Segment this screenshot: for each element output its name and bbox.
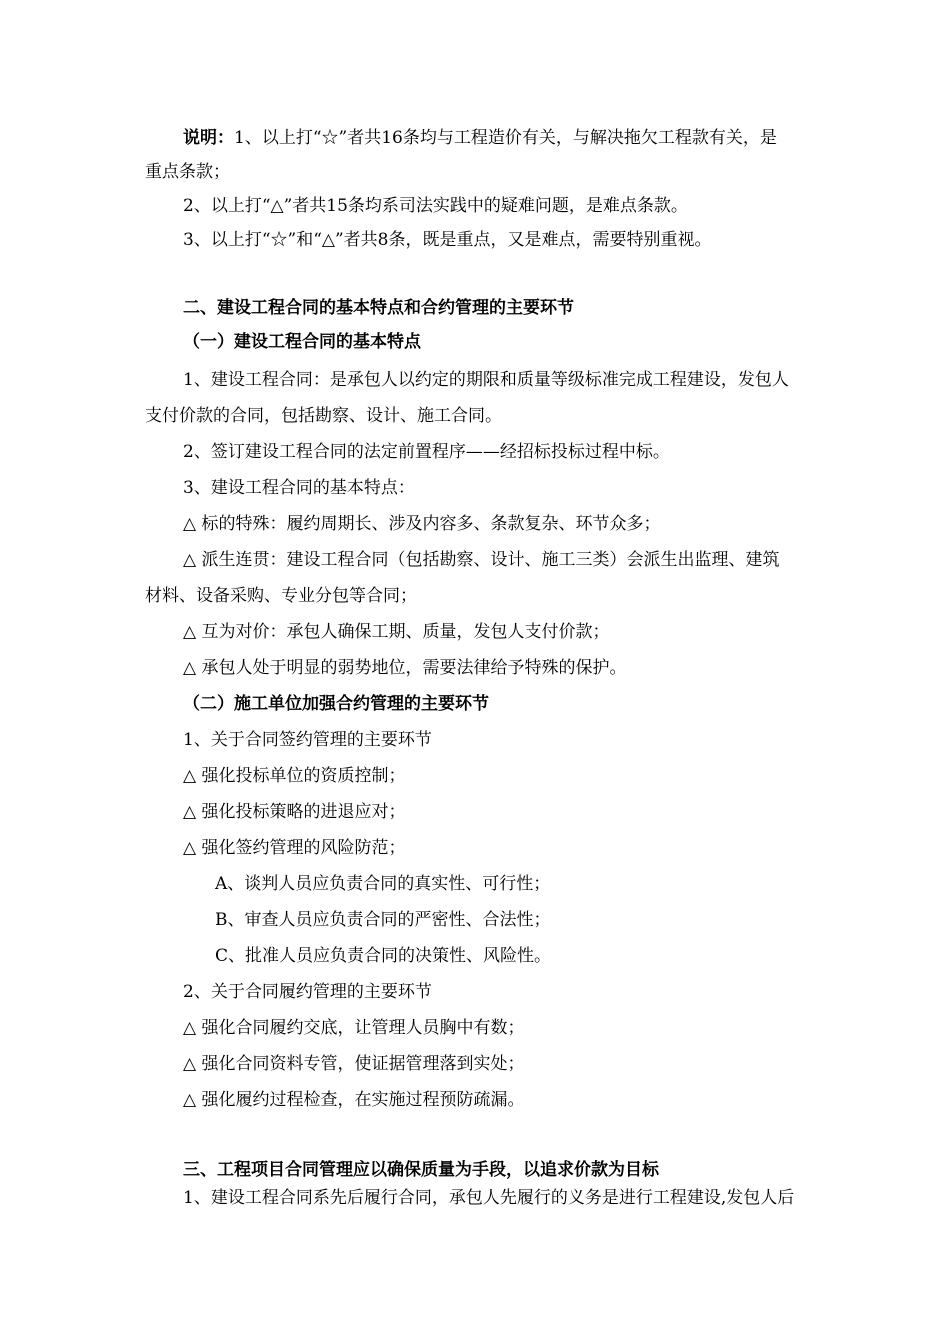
section2-sub2-b5: △ 强化合同资料专管，使证据管理落到实处； [183,1054,525,1074]
section2-sub2-p2: 2、关于合同履约管理的主要环节 [183,982,432,1002]
section2-sub1-b2b: 材料、设备采购、专业分包等合同； [145,586,417,606]
section2-sub1-b2a: △ 派生连贯：建设工程合同（包括勘察、设计、施工三类）会派生出监理、建筑 [183,550,780,570]
section2-sub2-s2: B、审查人员应负责合同的严密性、合法性； [215,910,551,930]
section2-sub2-b1: △ 强化投标单位的资质控制； [183,766,406,786]
notes-label: 说明： [183,128,234,148]
section2-sub2-p1: 1、关于合同签约管理的主要环节 [183,730,432,750]
section2-sub2-s3: C、批准人员应负责合同的决策性、风险性。 [215,946,552,966]
section2-sub2-b2: △ 强化投标策略的进退应对； [183,802,406,822]
notes-item-1b: 重点条款； [145,162,230,182]
section3-heading: 三、工程项目合同管理应以确保质量为手段，以追求价款为目标 [183,1160,659,1180]
section2-sub1-heading: （一）建设工程合同的基本特点 [183,332,421,352]
section2-sub1-p2: 2、签订建设工程合同的法定前置程序——经招标投标过程中标。 [183,442,670,462]
section2-sub1-b3: △ 互为对价：承包人确保工期、质量，发包人支付价款； [183,622,610,642]
notes-item-3: 3、以上打“☆”和“△”者共8条，既是重点，又是难点，需要特别重视。 [183,230,712,250]
section2-heading: 二、建设工程合同的基本特点和合约管理的主要环节 [183,298,574,318]
section2-sub2-heading: （二）施工单位加强合约管理的主要环节 [183,694,489,714]
section2-sub1-p1a: 1、建设工程合同：是承包人以约定的期限和质量等级标准完成工程建设，发包人 [183,370,789,390]
notes-line-1 [183,126,777,150]
section2-sub1-b4: △ 承包人处于明显的弱势地位，需要法律给予特殊的保护。 [183,658,627,678]
section2-sub2-b6: △ 强化履约过程检查，在实施过程预防疏漏。 [183,1090,525,1110]
section3-p1: 1、建设工程合同系先后履行合同，承包人先履行的义务是进行工程建设,发包人后 [183,1188,795,1208]
section2-sub1-p3: 3、建设工程合同的基本特点： [183,478,415,498]
notes-item-2: 2、以上打“△”者共15条均系司法实践中的疑难问题，是难点条款。 [183,196,688,216]
section2-sub2-b4: △ 强化合同履约交底，让管理人员胸中有数； [183,1018,525,1038]
section2-sub2-b3: △ 强化签约管理的风险防范； [183,838,406,858]
section2-sub1-b1: △ 标的特殊：履约周期长、涉及内容多、条款复杂、环节众多； [183,514,661,534]
notes-item-1a: 1、以上打“☆”者共16条均与工程造价有关，与解决拖欠工程款有关，是 [234,128,777,148]
section2-sub2-s1: A、谈判人员应负责合同的真实性、可行性； [215,874,551,894]
section2-sub1-p1b: 支付价款的合同，包括勘察、设计、施工合同。 [145,406,502,426]
